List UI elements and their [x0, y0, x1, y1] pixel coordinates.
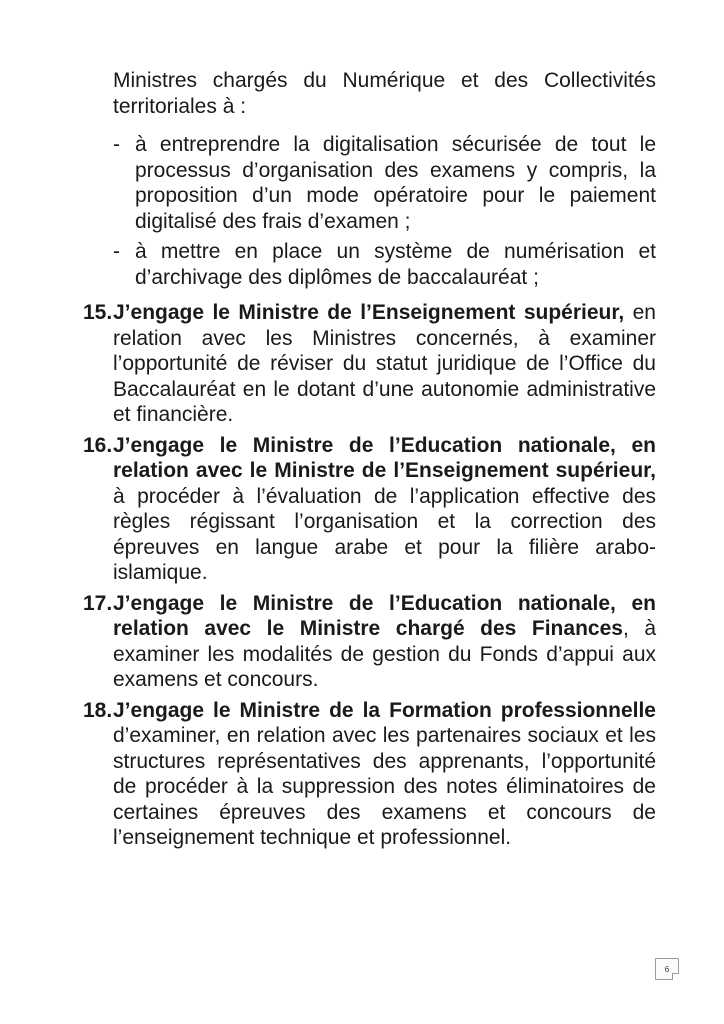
page-number: 6	[655, 958, 679, 980]
item-number: 15.	[83, 301, 113, 324]
item-number: 16.	[83, 433, 113, 457]
numbered-item-18	[83, 698, 656, 851]
item-bold-text: J’engage le Ministre de l’Education nationale, en relation avec le Ministre chargé des Finances	[113, 591, 656, 640]
item-bold-text: J’engage le Ministre de l’Enseignement supérieur,	[113, 301, 625, 324]
item-text: à procéder à l’évaluation de l’application effective des règles régissant l’organisation et la correction des épreuves en langue arabe et pour la filière arabo-islamique.	[113, 484, 656, 584]
numbered-list	[83, 300, 656, 856]
numbered-item-16	[83, 433, 656, 586]
item-text: d’examiner, en relation avec les partenaires sociaux et les structures représentatives des apprenants, l’opportunité de procéder à la suppression des notes éliminatoires de certaines épreuves des examens et concours de l’enseignement technique et professionnel.	[113, 724, 656, 849]
bullet-text: à mettre en place un système de numérisation et d’archivage des diplômes de baccalauréat ;	[135, 240, 656, 289]
item-number: 17.	[83, 591, 113, 615]
bullet-dash: -	[113, 240, 120, 263]
item-bold-text: J’engage le Ministre de la Formation professionnelle	[113, 698, 656, 722]
item-text: , à examiner les modalités de gestion du Fonds d’appui aux examens et concours.	[113, 617, 656, 691]
bullet-item	[113, 239, 656, 290]
numbered-item-15	[83, 300, 656, 428]
item-bold-text: J’engage le Ministre de l’Education nationale, en relation avec le Ministre de l’Enseignement supérieur,	[113, 433, 656, 482]
numbered-item-17	[83, 591, 656, 693]
bullet-dash: -	[113, 133, 120, 156]
item-text: en relation avec les Ministres concernés, à examiner l’opportunité de réviser du statut juridique de l’Office du Baccalauréat en le dotant d’une autonomie administrative et financière.	[113, 301, 656, 426]
intro-paragraph: Ministres chargés du Numérique et des Collectivités territoriales à :	[113, 69, 656, 118]
bullet-text: à entreprendre la digitalisation sécurisée de tout le processus d’organisation des examens y compris, la proposition d’un mode opératoire pour le paiement digitalisé des frais d’examen ;	[135, 133, 656, 233]
item-number: 18.	[83, 698, 113, 722]
bullet-item	[113, 132, 656, 234]
bullet-list	[113, 132, 656, 295]
